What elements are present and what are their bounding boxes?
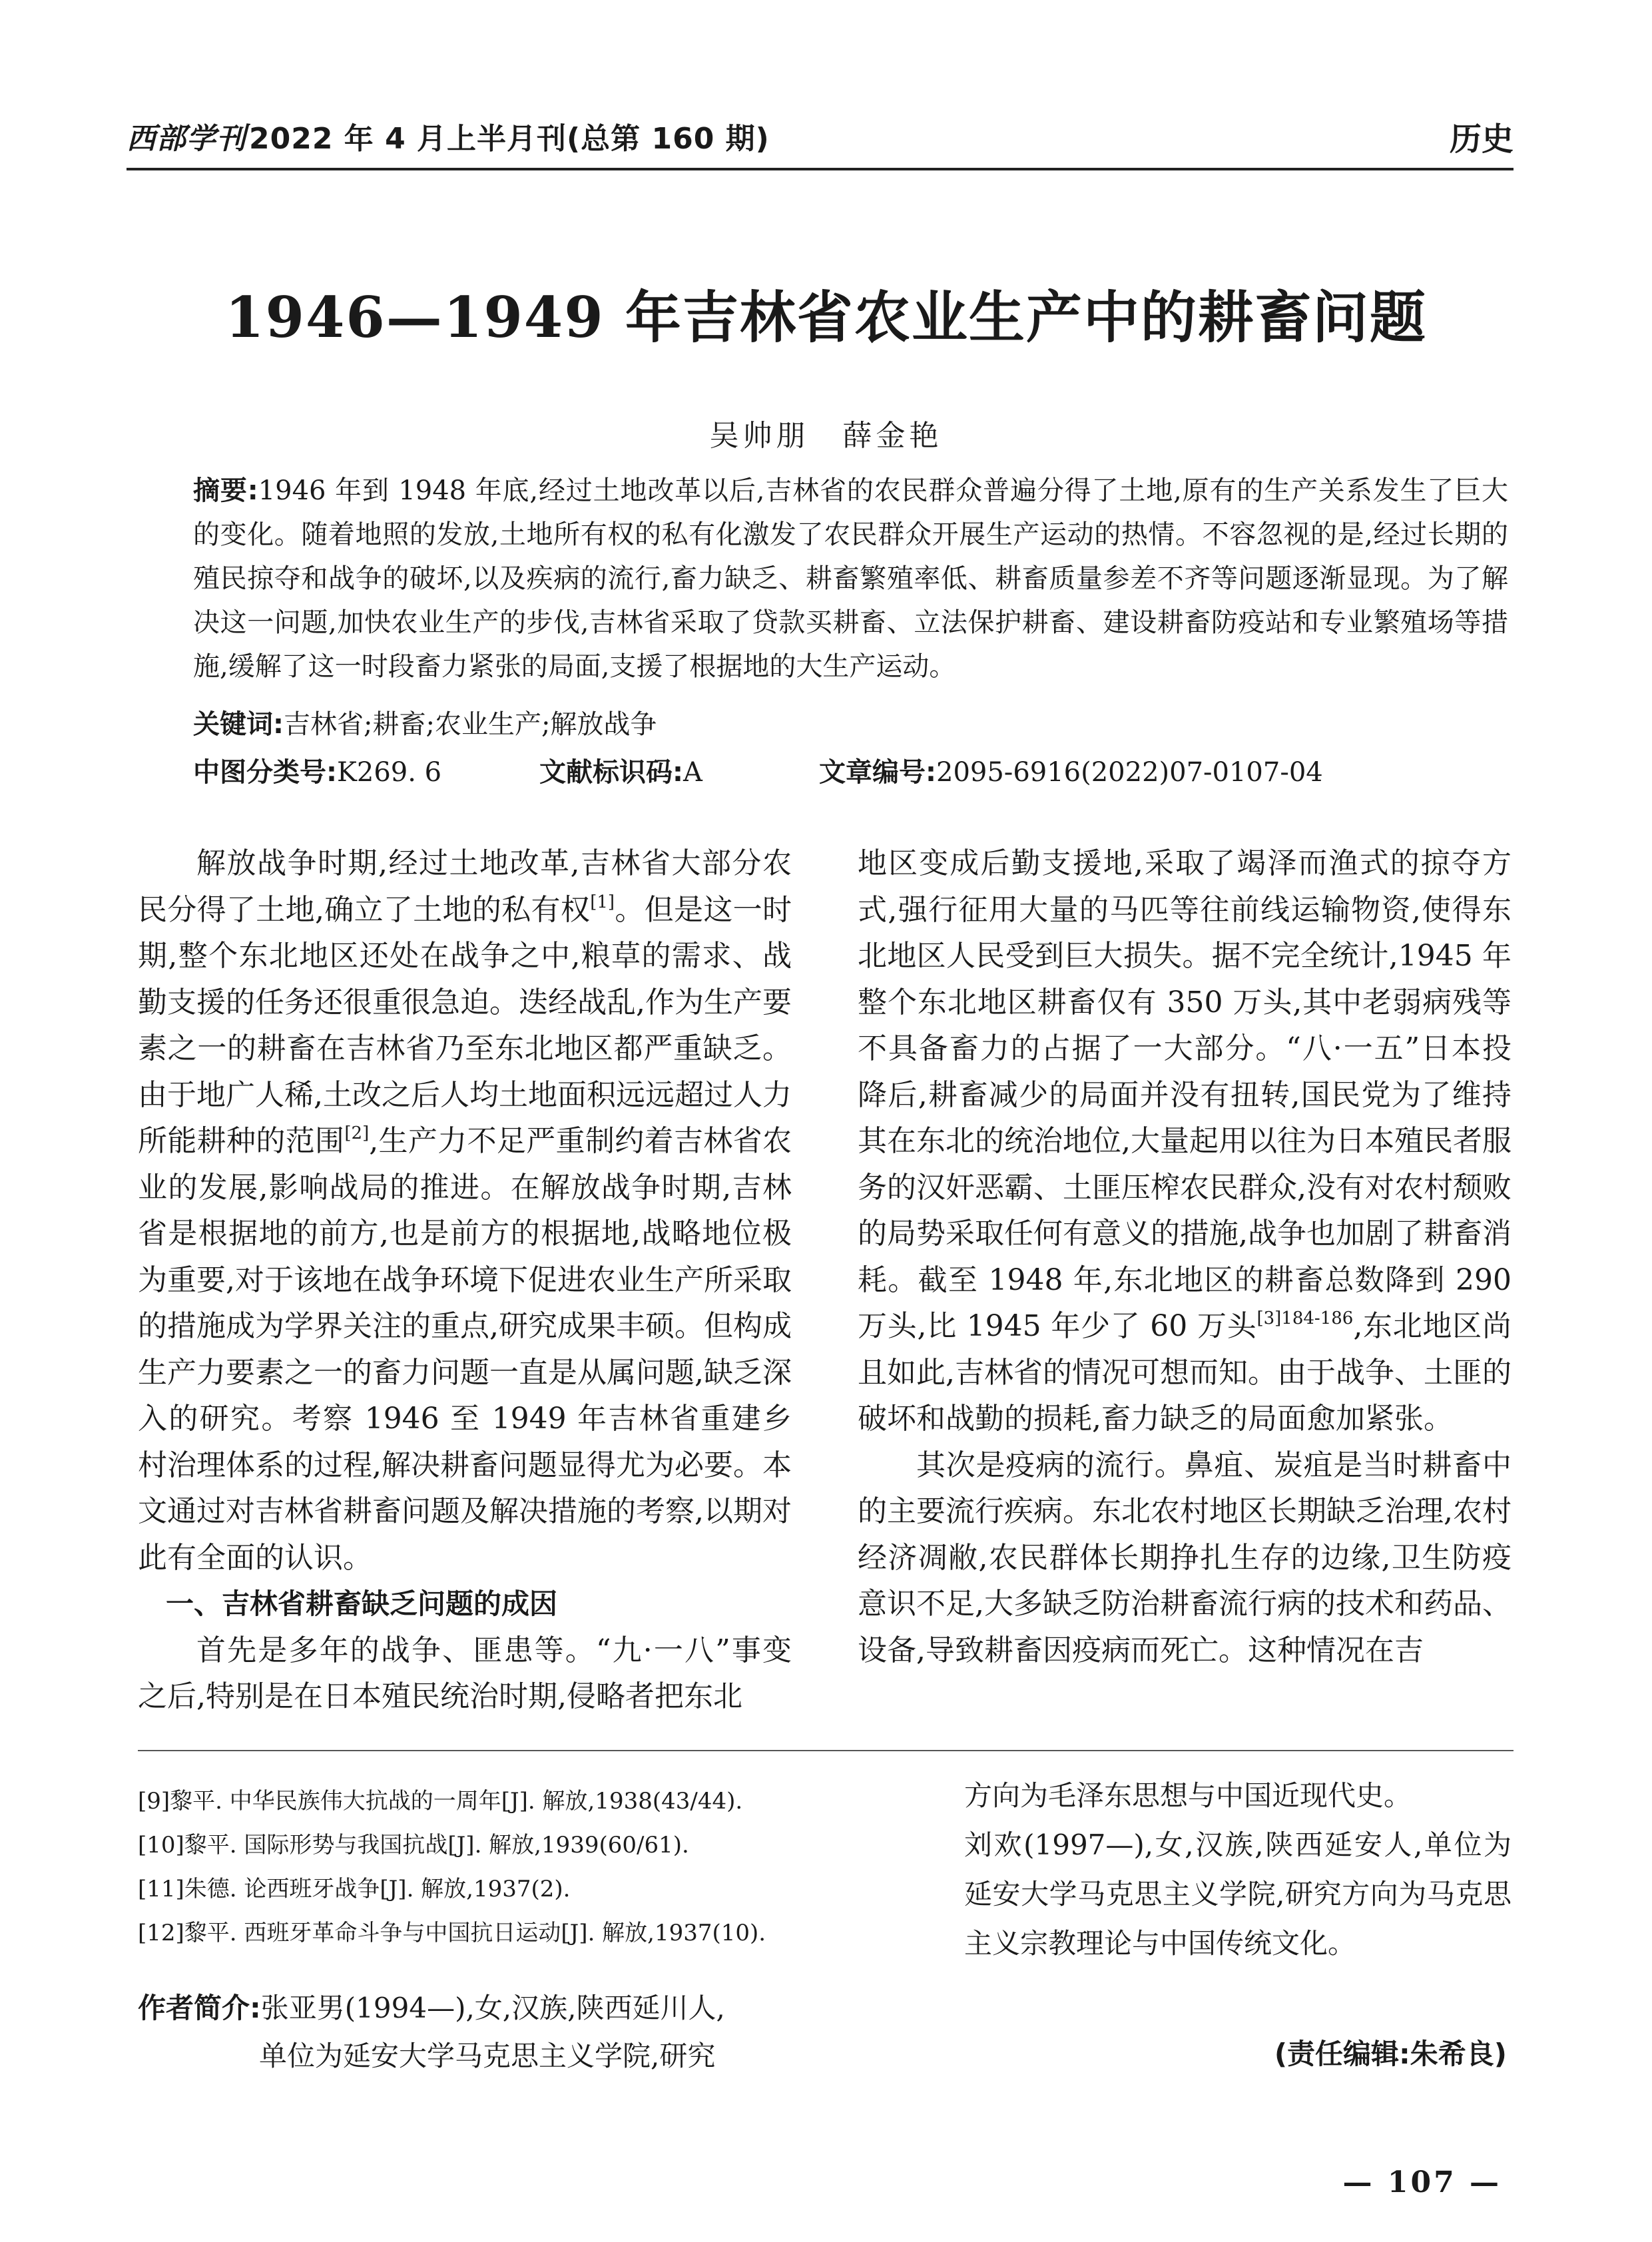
journal-name: 西部学刊 [127, 122, 246, 156]
reference-item: [9]黎平. 中华民族伟大抗战的一周年[J]. 解放,1938(43/44). [138, 1788, 743, 1815]
reference-list [138, 1779, 817, 1955]
abstract [193, 469, 1508, 689]
keywords-label: 关键词: [193, 709, 284, 740]
reference-item: [11]朱德. 论西班牙战争[J]. 解放,1937(2). [138, 1876, 571, 1902]
article-no-value: 2095-6916(2022)07-0107-04 [936, 757, 1323, 788]
body-paragraph: 地区变成后勤支援地,采取了竭泽而渔式的掠夺方式,强行征用大量的马匹等往前线运输物资,使得东北地区人民受到巨大损失。据不完全统计,1945 年整个东北地区耕畜仅有 350 万头,其中老弱病残等不具备畜力的占据了一大部分。“八·一五”日本投降后,耕畜减少的局面并没有扭转,国民党为了维持其在东北的统治地位,大量起用以往为日本殖民者服务的汉奸恶霸、土匪压榨农民群众,没有对农村颓败的局势采取任何有意义的措施,战争也加剧了耕畜消耗。截至 1948 年,东北地区的耕畜总数降到 290 万头,比 1945 年少了 60 万头$^{[3]184-186}$,东北地区尚且如此,吉林省的情况可想而知。由于战争、土匪的破坏和战勤的损耗,畜力缺乏的局面愈加紧张。 [858, 846, 1512, 1436]
keywords-text: 吉林省;耕畜;农业生产;解放战争 [284, 709, 657, 740]
article-title: 1946—1949 年吉林省农业生产中的耕畜问题 [225, 284, 1427, 350]
article-authors: 吴帅朋 薛金艳 [709, 419, 943, 453]
citation-ref: [1] [590, 892, 615, 912]
section-label: 历史 [1449, 121, 1514, 158]
section-heading: 一、吉林省耕畜缺乏问题的成因 [166, 1587, 558, 1620]
running-header-left [127, 115, 770, 157]
classification-line [193, 751, 1458, 789]
responsible-editor: (责任编辑:朱希良) [1274, 2038, 1507, 2070]
header-rule [127, 168, 1514, 170]
page-number: — 107 — [1342, 2165, 1502, 2199]
doc-code-value: A [683, 757, 702, 788]
reference-item: [10]黎平. 国际形势与我国抗战[J]. 解放,1939(60/61). [138, 1832, 689, 1858]
footer-divider [138, 1750, 1514, 1751]
author-bio: 作者简介:张亚男(1994—),女,汉族,陕西延川人, 单位为延安大学马克思主义学院,研究 [138, 1992, 725, 2072]
citation-ref: [3]184-186 [1256, 1308, 1354, 1328]
doc-code-label: 文献标识码: [539, 757, 683, 788]
body-paragraph: 其次是疫病的流行。鼻疽、炭疽是当时耕畜中的主要流行疾病。东北农村地区长期缺乏治理,农村经济凋敝,农民群体长期挣扎生存的边缘,卫生防疫意识不足,大多缺乏防治耕畜流行病的技术和药品、设备,导致耕畜因疫病而死亡。这种情况在吉 [858, 1448, 1512, 1667]
abstract-text: 1946 年到 1948 年底,经过土地改革以后,吉林省的农民群众普遍分得了土地,原有的生产关系发生了巨大的变化。随着地照的发放,土地所有权的私有化激发了农民群众开展生产运动的热情。不容忽视的是,经过长期的殖民掠夺和战争的破坏,以及疾病的流行,畜力缺乏、耕畜繁殖率低、耕畜质量参差不齐等问题逐渐显现。为了解决这一问题,加快农业生产的步伐,吉林省采取了贷款买耕畜、立法保护耕畜、建设耕畜防疫站和专业繁殖场等措施,缓解了这一时段畜力紧张的局面,支援了根据地的大生产运动。 [193, 475, 1508, 682]
clc-value: K269. 6 [337, 757, 442, 788]
citation-ref: [2] [344, 1123, 370, 1143]
body-paragraph: 解放战争时期,经过土地改革,吉林省大部分农民分得了土地,确立了土地的私有权[1]。但是这一时期,整个东北地区还处在战争之中,粮草的需求、战勤支援的任务还很重很急迫。迭经战乱,作为生产要素之一的耕畜在吉林省乃至东北地区都严重缺乏。由于地广人稀,土改之后人均土地面积远远超过人力所能耕种的范围[2],生产力不足严重制约着吉林省农业的发展,影响战局的推进。在解放战争时期,吉林省是根据地的前方,也是前方的根据地,战略地位极为重要,对于该地在战争环境下促进农业生产所采取的措施成为学界关注的重点,研究成果丰硕。但构成生产力要素之一的畜力问题一直是从属问题,缺乏深入的研究。考察 1946 至 1949 年吉林省重建乡村治理体系的过程,解决耕畜问题显得尤为必要。本文通过对吉林省耕畜问题及解决措施的考察,以期对此有全面的认识。 [138, 846, 792, 1575]
author-bio-continued: 方向为毛泽东思想与中国近现代史。 刘欢(1997—),女,汉族,陕西延安人,单位为延安大学马克思主义学院,研究方向为马克思主义宗教理论与中国传统文化。 [964, 1779, 1512, 1960]
article-no-label: 文章编号: [819, 757, 936, 788]
author-bio-label: 作者简介: [138, 1992, 261, 2024]
keywords [193, 703, 657, 741]
body-column-left [138, 840, 792, 1720]
issue-info: 2022 年 4 月上半月刊(总第 160 期) [249, 122, 770, 156]
body-column-right [858, 840, 1512, 1673]
body-paragraph: 首先是多年的战争、匪患等。“九·一八”事变之后,特别是在日本殖民统治时期,侵略者把东北 [138, 1633, 792, 1713]
reference-item: [12]黎平. 西班牙革命斗争与中国抗日运动[J]. 解放,1937(10). [138, 1920, 766, 1946]
clc-label: 中图分类号: [193, 757, 337, 788]
abstract-label: 摘要: [193, 475, 258, 506]
